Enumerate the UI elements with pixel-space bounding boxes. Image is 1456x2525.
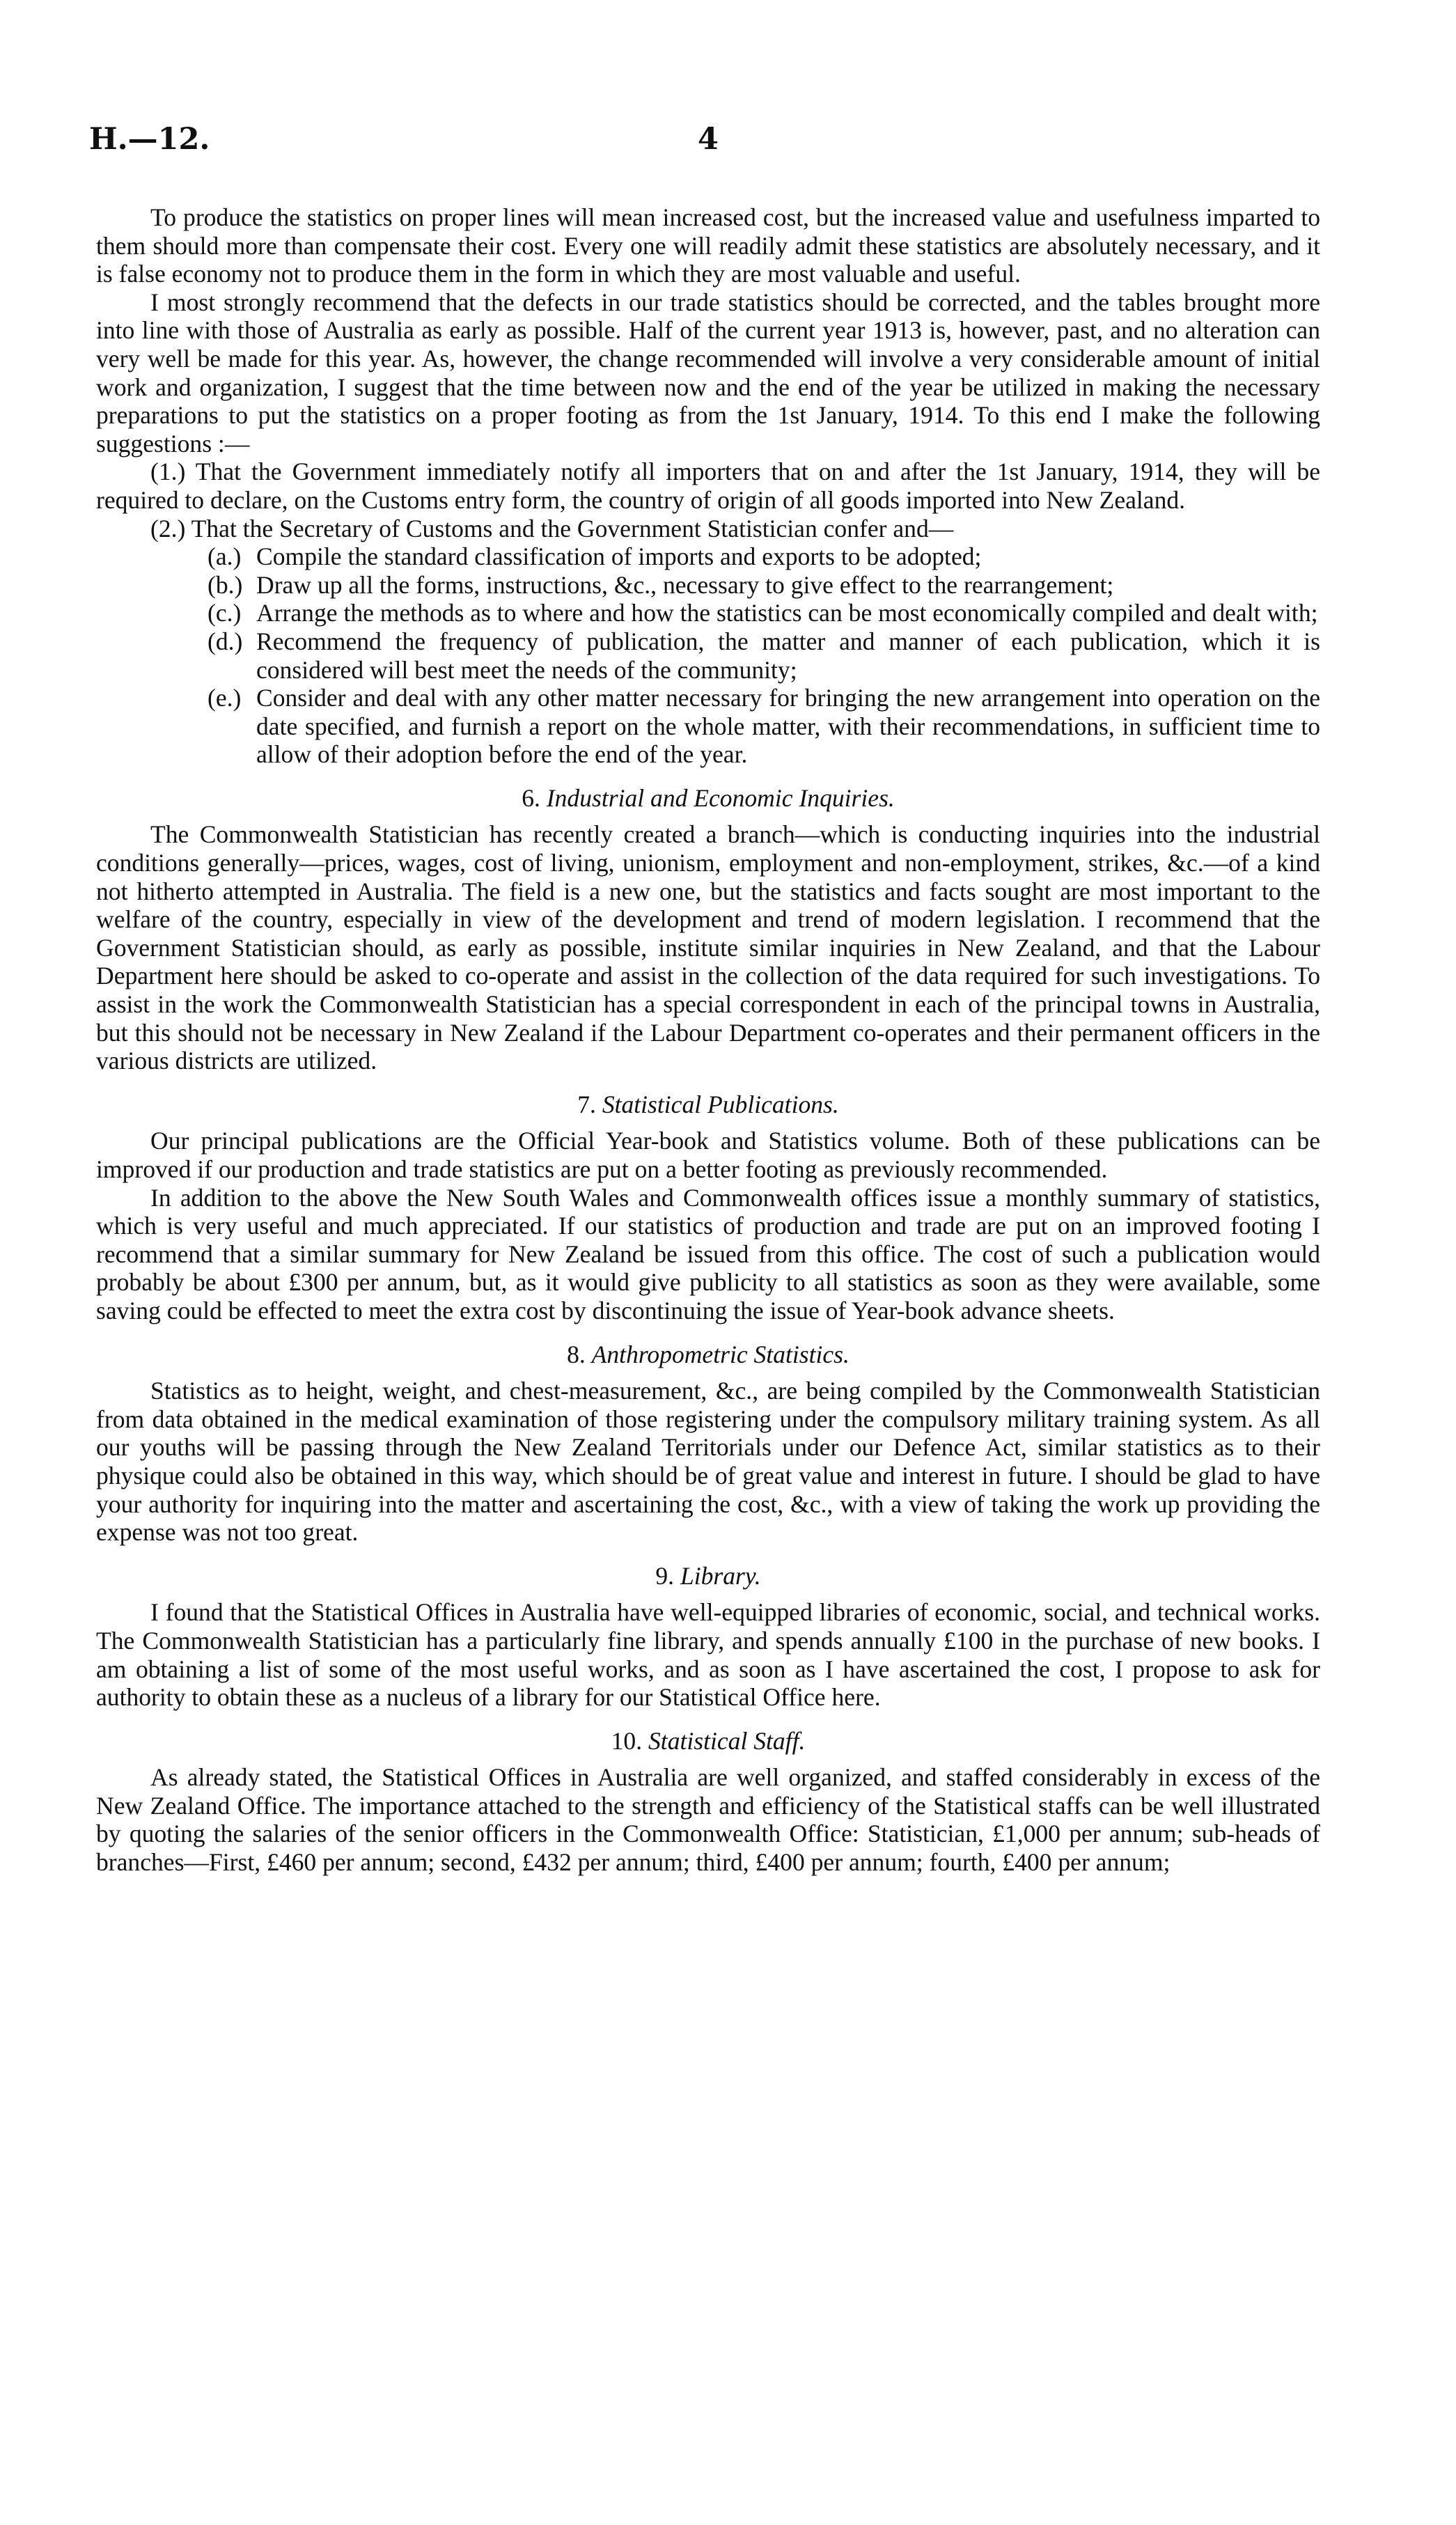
page-header bbox=[0, 122, 1456, 171]
sub-item-label: (a.) bbox=[208, 542, 242, 571]
suggestion-item-2: (2.) That the Secretary of Customs and the Government Statistician confer and— bbox=[150, 514, 954, 542]
section-heading-6 bbox=[96, 784, 1320, 813]
sub-item-text: Arrange the methods as to where and how the statistics can be most economically compiled and dealt with; bbox=[256, 599, 1318, 627]
section-heading-7 bbox=[96, 1090, 1320, 1119]
section-number: 9. bbox=[655, 1561, 675, 1590]
paragraph: Statistics as to height, weight, and chest-measurement, &c., are being compiled by the Commonwealth Statistician from data obtained in the medical examination of those registering under the compulsory military training system. As all our youths will be passing through the New Zealand Territorials under our Defence Act, similar statistics as to their physique could also be obtained in this way, which should be of great value and interest in future. I should be glad to have your authority for inquiring into the matter and ascertaining the cost, &c., with a view of taking the work up providing the expense was not too great. bbox=[96, 1377, 1320, 1547]
sub-item-b bbox=[96, 571, 1320, 600]
paragraph: To produce the statistics on proper lines will mean increased cost, but the increased value and usefulness imparted to them should more than compensate their cost. Every one will readily admit these statistics are absolutely necessary, and it is false economy not to produce them in the form in which they are most valuable and useful. bbox=[96, 203, 1320, 288]
sub-item-c bbox=[96, 599, 1320, 627]
sub-item-label: (e.) bbox=[208, 684, 242, 712]
sub-item-a bbox=[96, 542, 1320, 571]
paragraph: As already stated, the Statistical Offices in Australia are well organized, and staffed considerably in excess of the New Zealand Office. The importance attached to the strength and efficiency of the Statistical staffs can be well illustrated by quoting the salaries of the senior officers in the Commonwealth Office: Statistician, £1,000 per annum; sub-heads of branches—First, £460 per annum; second, £432 per annum; third, £400 per annum; fourth, £400 per annum; bbox=[96, 1763, 1320, 1877]
section-heading-10 bbox=[96, 1727, 1320, 1756]
section-heading-9 bbox=[96, 1562, 1320, 1590]
paragraph: The Commonwealth Statistician has recently created a branch—which is conducting inquiries into the industrial conditions generally—prices, wages, cost of living, unionism, employment and non-employment, strikes, &c.—of a kind not hitherto attempted in Australia. The field is a new one, but the statistics and facts sought are most important to the welfare of the country, especially in view of the development and trend of modern legislation. I recommend that the Government Statistician should, as early as possible, institute similar inquiries in New Zealand, and that the Labour Department here should be asked to co-operate and assist in the collection of the data required for such investigations. To assist in the work the Commonwealth Statistician has a special correspondent in each of the principal towns in Australia, but this should not be necessary in New Zealand if the Labour Department co-operates and their permanent officers in the various districts are utilized. bbox=[96, 820, 1320, 1075]
section-title: Anthropometric Statistics. bbox=[591, 1340, 850, 1368]
paragraph: I found that the Statistical Offices in Australia have well-equipped libraries of economic, social, and technical works. The Commonwealth Statistician has a particularly fine library, and spends annually £100 in the purchase of new books. I am obtaining a list of some of the most useful works, and as soon as I have ascertained the cost, I propose to ask for authority to obtain these as a nucleus of a library for our Statistical Office here. bbox=[96, 1598, 1320, 1712]
document-reference: H.—12. bbox=[89, 122, 210, 157]
sub-item-text: Compile the standard classification of imports and exports to be adopted; bbox=[256, 542, 982, 571]
sub-item-e bbox=[96, 684, 1320, 769]
section-title: Statistical Staff. bbox=[648, 1726, 806, 1755]
paragraph: Our principal publications are the Official Year-book and Statistics volume. Both of these publications can be improved if our production and trade statistics are put on a better footing as previously recommended. bbox=[96, 1127, 1320, 1183]
section-number: 8. bbox=[567, 1340, 586, 1368]
section-heading-8 bbox=[96, 1340, 1320, 1369]
sub-item-text: Draw up all the forms, instructions, &c., necessary to give effect to the rearrangement; bbox=[256, 570, 1114, 599]
section-number: 7. bbox=[577, 1090, 596, 1118]
document-body bbox=[96, 203, 1320, 1877]
section-title: Industrial and Economic Inquiries. bbox=[546, 783, 895, 812]
section-number: 6. bbox=[522, 783, 540, 812]
sub-item-text: Consider and deal with any other matter necessary for bringing the new arrangement into operation on the date specified, and furnish a report on the whole matter, with their recommendations, in sufficient time to allow of their adoption before the end of the year. bbox=[256, 684, 1320, 769]
suggestion-item-1: (1.) That the Government immediately notify all importers that on and after the 1st January, 1914, they will be required to declare, on the Customs entry form, the country of origin of all goods imported into New Zealand. bbox=[96, 458, 1320, 514]
page-number: 4 bbox=[698, 122, 719, 157]
paragraph: I most strongly recommend that the defects in our trade statistics should be corrected, and the tables brought more into line with those of Australia as early as possible. Half of the current year 1913 is, however, past, and no alteration can very well be made for this year. As, however, the change recommended will involve a very considerable amount of initial work and organization, I suggest that the time between now and the end of the year be utilized in making the necessary preparations to put the statistics on a proper footing as from the 1st January, 1914. To this end I make the following suggestions :— bbox=[96, 288, 1320, 458]
section-number: 10. bbox=[611, 1726, 643, 1755]
section-title: Library. bbox=[680, 1561, 761, 1590]
sub-item-d bbox=[96, 627, 1320, 684]
sub-item-text: Recommend the frequency of publication, the matter and manner of each publication, which it is considered will best meet the needs of the community; bbox=[256, 627, 1320, 684]
sub-item-label: (c.) bbox=[208, 599, 242, 627]
paragraph: In addition to the above the New South Wales and Commonwealth offices issue a monthly summary of statistics, which is very useful and much appreciated. If our statistics of production and trade are put on an improved footing I recommend that a similar summary for New Zealand be issued from this office. The cost of such a publication would probably be about £300 per annum, but, as it would give publicity to all statistics as soon as they were available, some saving could be effected to meet the extra cost by discontinuing the issue of Year-book advance sheets. bbox=[96, 1183, 1320, 1324]
suggestions-list bbox=[96, 458, 1320, 769]
sub-item-label: (b.) bbox=[208, 570, 243, 599]
sub-item-label: (d.) bbox=[208, 627, 243, 655]
section-title: Statistical Publications. bbox=[602, 1090, 839, 1118]
